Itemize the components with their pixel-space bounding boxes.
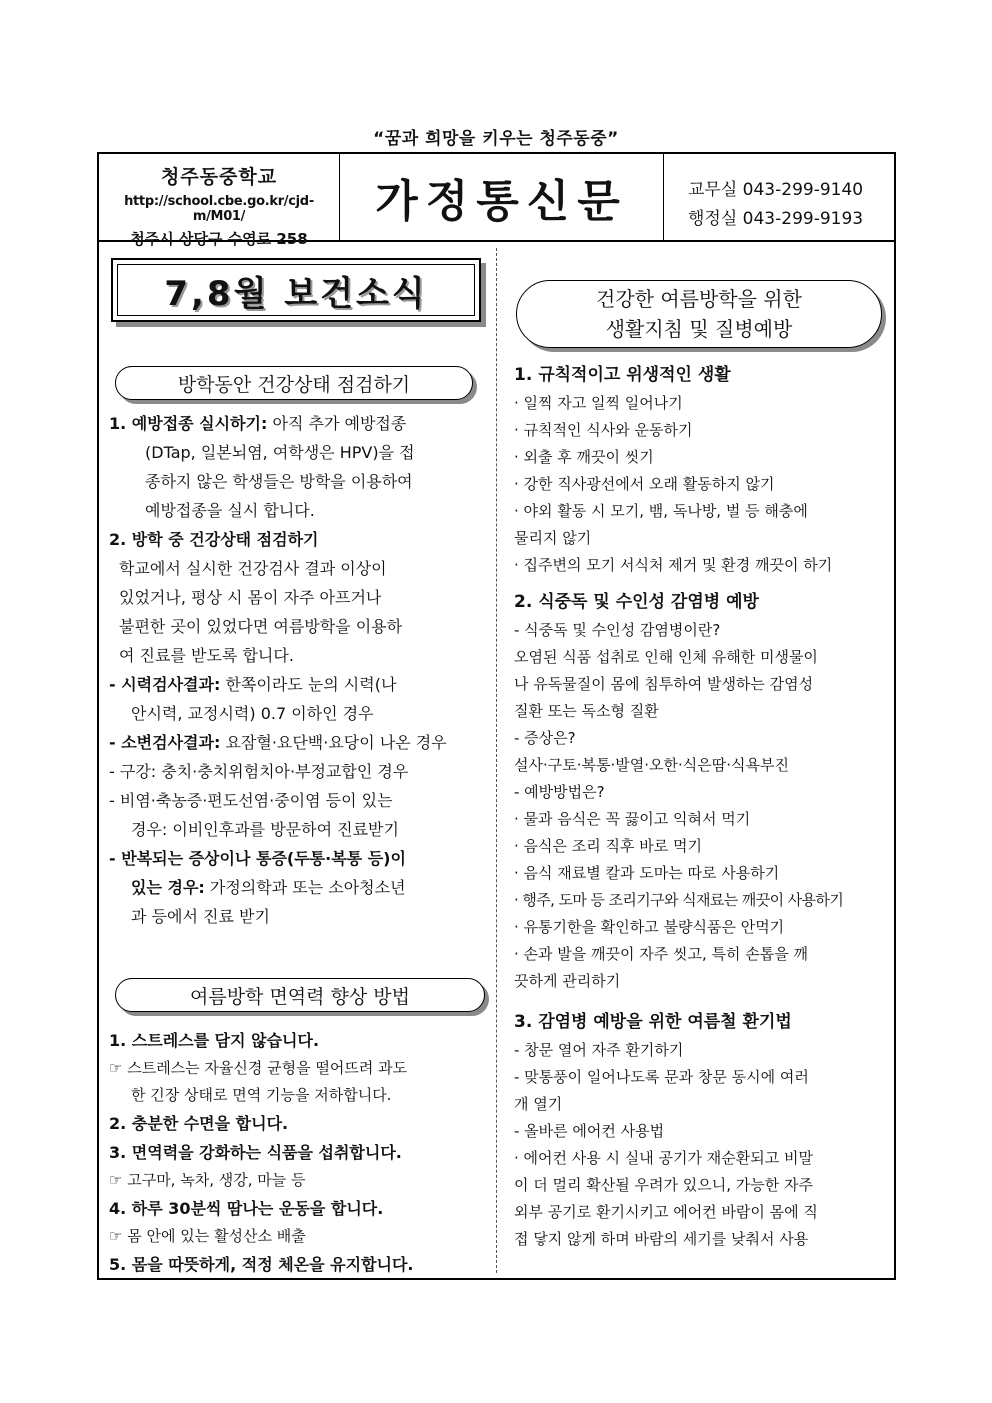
item2-line3: 불편한 곳이 있었다면 여름방학을 이용하 [119, 617, 403, 636]
summer-guide-heading-line2: 생활지침 및 질병예방 [605, 317, 793, 341]
s3-line-1: - 맞통풍이 일어나도록 문과 창문 동시에 여러 [514, 1068, 809, 1086]
bullet-vision-line2: 안시력, 교정시력) 0.7 이하인 경우 [131, 704, 374, 723]
s2-line-6: - 예방방법은? [514, 783, 605, 801]
section-heading-immunity: 여름방학 면역력 향상 방법 [115, 978, 485, 1012]
s2-line-9: · 음식 재료별 칼과 도마는 따로 사용하기 [514, 864, 780, 882]
bullet-recurring-line2 [109, 873, 487, 902]
bullet-ent: - 비염·축농증·편도선염·중이염 등이 있는 [109, 791, 393, 810]
school-name: 청주동중학교 [160, 166, 278, 188]
s2-line-12: · 손과 발을 깨끗이 자주 씻고, 특히 손톱을 깨 [514, 945, 809, 963]
bullet-urine [109, 728, 487, 757]
school-address: 청주시 상당구 수영로 258 [130, 230, 308, 248]
news-title-box [111, 258, 481, 322]
s3-line-6: 외부 공기로 환기시키고 에어컨 바람이 몸에 직 [514, 1203, 818, 1221]
item2-line4: 여 진료를 받도록 합니다. [119, 646, 294, 665]
phone-office: 교무실 043-299-9140 [688, 180, 864, 200]
s3-line-5: 이 더 멀리 확산될 우려가 있으니, 가능한 자주 [514, 1176, 813, 1194]
immunity-item5: 5. 몸을 따뜻하게, 적정 체온을 유지합니다. [109, 1255, 414, 1274]
school-url[interactable]: http://school.cbe.go.kr/cjd-m/M01/ [124, 194, 314, 224]
s1-item-0: · 일찍 자고 일찍 일어나기 [514, 394, 683, 412]
news-title: 7,8월 보건소식 [117, 264, 475, 316]
bullet-recurring-l2-label: 있는 경우: [131, 878, 205, 897]
bullet-oral: - 구강: 충치·충치위험치아·부정교합인 경우 [109, 762, 409, 781]
immunity-note1-line2: 한 긴장 상태로 면역 기능을 저하합니다. [131, 1086, 392, 1104]
s3-line-4: · 에어컨 사용 시 실내 공기가 재순환되고 비말 [514, 1149, 813, 1167]
s3-line-0: - 창문 열어 자주 환기하기 [514, 1041, 684, 1059]
item1-text: 아직 추가 예방접종 [267, 414, 407, 433]
s2-line-13: 끗하게 관리하기 [514, 972, 621, 990]
bullet-vision-text: 한쪽이라도 눈의 시력(나 [220, 675, 397, 694]
item1-line [109, 409, 487, 438]
immunity-note4: ☞ 몸 안에 있는 활성산소 배출 [109, 1227, 306, 1245]
s2-line-3: 질환 또는 독소형 질환 [514, 702, 659, 720]
item1-line4: 예방접종을 실시 합니다. [145, 501, 315, 520]
item2-line2: 있었거나, 평상 시 몸이 자주 아프거나 [119, 588, 382, 607]
immunity-item4: 4. 하루 30분씩 땀나는 운동을 합니다. [109, 1199, 384, 1218]
school-info [99, 154, 340, 248]
s1-item-3: · 강한 직사광선에서 오래 활동하지 않기 [514, 475, 775, 493]
immunity-item1: 1. 스트레스를 담지 않습니다. [109, 1031, 320, 1050]
s1-item-1: · 규칙적인 식사와 운동하기 [514, 421, 693, 439]
item1-line2: (DTap, 일본뇌염, 여학생은 HPV)을 접 [145, 443, 415, 462]
s2-title: 2. 식중독 및 수인성 감염병 예방 [514, 592, 759, 612]
s2-line-8: · 음식은 조리 직후 바로 먹기 [514, 837, 702, 855]
immunity-note1-line1: ☞ 스트레스는 자율신경 균형을 떨어뜨려 과도 [109, 1059, 408, 1077]
health-check-body [109, 409, 487, 931]
bullet-urine-text: 요잠혈·요단백·요당이 나온 경우 [220, 733, 447, 752]
bullet-ent-line2: 경우: 이비인후과를 방문하여 진료받기 [131, 820, 399, 839]
bullet-vision [109, 670, 487, 699]
summer-guide-heading-line1: 건강한 여름방학을 위한 [596, 287, 802, 311]
phone-info [664, 154, 894, 240]
s2-line-4: - 증상은? [514, 729, 576, 747]
item1-line3: 종하지 않은 학생들은 방학을 이용하여 [145, 472, 413, 491]
s2-line-11: · 유통기한을 확인하고 불량식품은 안먹기 [514, 918, 785, 936]
s2-line-5: 설사·구토·복통·발열·오한·식은땀·식욕부진 [514, 756, 789, 774]
bullet-recurring-l2-text: 가정의학과 또는 소아청소년 [204, 878, 406, 897]
s2-line-1: 오염된 식품 섭취로 인해 인체 유해한 미생물이 [514, 648, 818, 666]
phone-admin: 행정실 043-299-9193 [688, 209, 864, 229]
header [99, 154, 894, 248]
summer-guide-body [514, 360, 888, 1253]
item1-label: 1. 예방접종 실시하기: [109, 414, 268, 433]
s3-line-3: - 올바른 에어컨 사용법 [514, 1122, 665, 1140]
motto: “꿈과 희망을 키우는 청주동중” [373, 129, 619, 149]
immunity-item2: 2. 충분한 수면을 합니다. [109, 1114, 289, 1133]
s3-line-7: 접 닿지 않게 하며 바람의 세기를 낮춰서 사용 [514, 1230, 809, 1248]
column-divider [496, 248, 497, 1273]
s2-line-0: - 식중독 및 수인성 감염병이란? [514, 621, 721, 639]
immunity-body [109, 1026, 487, 1279]
s1-item-5: 물리지 않기 [514, 529, 592, 547]
s1-item-2: · 외출 후 깨끗이 씻기 [514, 448, 654, 466]
section-heading-health-check: 방학동안 건강상태 점검하기 [115, 366, 473, 400]
immunity-item3: 3. 면역력을 강화하는 식품을 섭취합니다. [109, 1143, 402, 1162]
item2-label: 2. 방학 중 건강상태 점검하기 [109, 530, 319, 549]
s3-line-2: 개 열기 [514, 1095, 563, 1113]
newsletter-frame [97, 152, 896, 1280]
s1-item-4: · 야외 활동 시 모기, 뱀, 독나방, 벌 등 해충에 [514, 502, 808, 520]
s2-line-7: · 물과 음식은 꼭 끓이고 익혀서 먹기 [514, 810, 751, 828]
newsletter-title: 가정통신문 [340, 154, 664, 240]
bullet-recurring-line3: 과 등에서 진료 받기 [131, 907, 270, 926]
s1-item-6: · 집주변의 모기 서식처 제거 및 환경 깨끗이 하기 [514, 556, 833, 574]
item2-line1: 학교에서 실시한 건강검사 결과 이상이 [119, 559, 387, 578]
immunity-note3: ☞ 고구마, 녹차, 생강, 마늘 등 [109, 1171, 306, 1189]
section-heading-summer-guide [516, 280, 882, 348]
s3-title: 3. 감염병 예방을 위한 여름철 환기법 [514, 1012, 792, 1032]
bullet-vision-label: - 시력검사결과: [109, 675, 221, 694]
bullet-recurring: - 반복되는 증상이나 통증(두통·복통 등)이 [109, 849, 406, 868]
bullet-urine-label: - 소변검사결과: [109, 733, 221, 752]
s2-line-10: · 행주, 도마 등 조리기구와 식재료는 깨끗이 사용하기 [514, 891, 844, 909]
s2-line-2: 나 유독물질이 몸에 침투하여 발생하는 감염성 [514, 675, 814, 693]
s1-title: 1. 규칙적이고 위생적인 생활 [514, 365, 731, 385]
